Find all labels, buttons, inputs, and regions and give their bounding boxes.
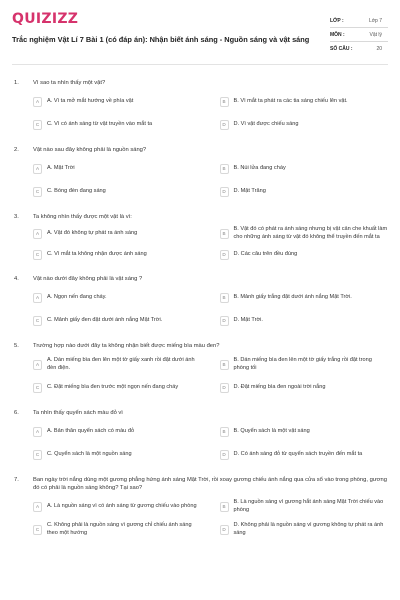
option-a[interactable] <box>33 160 202 177</box>
option-letter-badge: C <box>33 187 42 197</box>
option-letter-badge: B <box>220 360 229 370</box>
question-number: 4. <box>14 276 19 282</box>
option-text: C. Vì mắt ta không nhận được ánh sáng <box>47 250 147 257</box>
meta-class-label: LỚP : <box>330 17 344 24</box>
option-text: D. Mặt Trăng <box>233 187 266 194</box>
question-number: 1. <box>14 80 19 86</box>
option-text: C. Đặt miếng bìa đen trước một ngọn nến đang cháy <box>47 383 179 390</box>
option-a[interactable] <box>33 423 202 440</box>
option-text: B. Dán miếng bìa đen lên một tờ giấy trắng rồi đặt trong phòng tối <box>233 357 372 371</box>
question-6 <box>12 409 388 463</box>
option-text: C. Mảnh giấy đen đặt dưới ánh nắng Mặt Trời. <box>47 316 163 323</box>
quizizz-logo: QUIZIZZ <box>12 11 79 27</box>
option-letter-badge: C <box>33 383 42 393</box>
quiz-meta <box>330 14 388 56</box>
option-letter-badge: A <box>33 164 42 174</box>
option-letter-badge: D <box>220 316 229 326</box>
option-text: A. Bản thân quyển sách có màu đỏ <box>47 427 135 434</box>
option-text: D. Không phải là nguồn sáng vì gương không tự phát ra ánh sáng <box>233 522 384 536</box>
option-b[interactable] <box>220 423 389 440</box>
meta-subject <box>330 28 388 42</box>
option-b[interactable] <box>220 160 389 177</box>
option-text: C. Quyển sách là một nguồn sáng <box>47 450 132 457</box>
option-d[interactable] <box>220 312 389 329</box>
question-5 <box>12 342 388 396</box>
page-header <box>0 0 400 64</box>
option-a[interactable] <box>33 356 202 373</box>
question-number: 7. <box>14 477 19 483</box>
quiz-title: Trắc nghiệm Vật Lí 7 Bài 1 (có đáp án): Nhận biết ánh sáng - Nguồn sáng và vật sáng <box>12 35 310 44</box>
option-letter-badge: D <box>220 383 229 393</box>
option-text: A. Ngọn nến đang cháy. <box>47 293 107 300</box>
option-letter-badge: B <box>220 97 229 107</box>
option-d[interactable] <box>220 183 389 200</box>
header-divider <box>12 64 388 65</box>
option-letter-badge: A <box>33 229 42 239</box>
option-c[interactable] <box>33 379 202 396</box>
option-letter-badge: C <box>33 525 42 535</box>
option-text: A. Dán miếng bìa đen lên một tờ giấy xanh rồi đặt dưới ánh đèn điện. <box>47 357 195 371</box>
question-number: 5. <box>14 343 19 349</box>
option-text: B. Núi lửa đang cháy <box>233 164 286 171</box>
option-letter-badge: D <box>220 120 229 130</box>
option-text: C. Không phải là nguồn sáng vì gương chỉ chiếu ánh sáng theo một hướng <box>47 522 192 536</box>
option-text: D. Có ánh sáng đỏ từ quyển sách truyền đến mắt ta <box>233 450 363 457</box>
option-text: B. Vì mắt ta phát ra các tia sáng chiếu lên vật. <box>233 97 348 104</box>
option-text: B. Quyển sách là một vật sáng <box>233 427 310 434</box>
option-b[interactable] <box>220 289 389 306</box>
option-d[interactable] <box>220 246 389 263</box>
option-letter-badge: A <box>33 502 42 512</box>
option-c[interactable] <box>33 446 202 463</box>
option-letter-badge: D <box>220 187 229 197</box>
option-text: A. Vì ta mở mắt hướng về phía vật <box>47 97 134 104</box>
option-a[interactable] <box>33 225 202 242</box>
option-text: B. Mảnh giấy trắng đặt dưới ánh nắng Mặt Trời. <box>233 293 352 300</box>
option-letter-badge: B <box>220 229 229 239</box>
option-c[interactable] <box>33 521 202 538</box>
option-c[interactable] <box>33 183 202 200</box>
option-b[interactable] <box>220 356 389 373</box>
option-b[interactable] <box>220 225 389 242</box>
meta-count-value: 20 <box>376 46 382 52</box>
question-text: Ta nhìn thấy quyển sách màu đỏ vì <box>33 410 123 416</box>
option-letter-badge: C <box>33 450 42 460</box>
question-text: Ban ngày trời nắng dùng một gương phẳng hứng ánh sáng Mặt Trời, rồi xoay gương chiếu ánh nắng qua cửa sổ vào trong phòng, gương đó có phải là nguồn sáng không? Tại sao? <box>33 477 387 491</box>
option-text: D. Vì vật được chiếu sáng <box>233 120 299 127</box>
option-letter-badge: B <box>220 427 229 437</box>
option-letter-badge: A <box>33 293 42 303</box>
meta-class <box>330 14 388 28</box>
option-letter-badge: B <box>220 502 229 512</box>
question-7 <box>12 476 388 538</box>
option-text: B. Vật đó có phát ra ánh sáng nhưng bị vật cản che khuất làm cho những ánh sáng từ vật đó không thể truyền đến mắt ta <box>233 226 388 240</box>
option-letter-badge: C <box>33 250 42 260</box>
question-text: Vì sao ta nhìn thấy một vật? <box>33 80 106 86</box>
option-text: C. Vì có ánh sáng từ vật truyền vào mắt ta <box>47 120 153 127</box>
option-letter-badge: D <box>220 250 229 260</box>
option-text: A. Mặt Trời <box>47 164 75 171</box>
question-number: 6. <box>14 410 19 416</box>
meta-class-value: Lớp 7 <box>368 17 382 24</box>
option-c[interactable] <box>33 246 202 263</box>
option-a[interactable] <box>33 289 202 306</box>
question-3 <box>12 213 388 263</box>
option-letter-badge: A <box>33 427 42 437</box>
meta-count-label: SỐ CÂU : <box>330 46 353 52</box>
option-b[interactable] <box>220 93 389 110</box>
question-text: Vật nào dưới đây không phải là vật sáng ? <box>33 276 143 282</box>
option-a[interactable] <box>33 93 202 110</box>
meta-count <box>330 42 388 56</box>
option-b[interactable] <box>220 498 389 515</box>
question-1 <box>12 79 388 133</box>
question-number: 2. <box>14 147 19 153</box>
option-letter-badge: B <box>220 293 229 303</box>
option-d[interactable] <box>220 521 389 538</box>
option-c[interactable] <box>33 116 202 133</box>
option-a[interactable] <box>33 498 202 515</box>
option-text: A. Vật đó không tự phát ra ánh sáng <box>47 229 138 236</box>
question-2 <box>12 146 388 200</box>
option-letter-badge: B <box>220 164 229 174</box>
option-d[interactable] <box>220 446 389 463</box>
question-4 <box>12 275 388 329</box>
option-c[interactable] <box>33 312 202 329</box>
meta-subject-value: Vật lý <box>369 31 382 38</box>
question-number: 3. <box>14 214 19 220</box>
option-text: A. Là nguồn sáng vì có ánh sáng từ gương chiếu vào phòng <box>47 502 197 509</box>
question-text: Trường hợp nào dưới đây ta không nhận biết được miếng bìa màu đen? <box>33 343 220 349</box>
meta-subject-label: MÔN : <box>330 31 345 38</box>
option-letter-badge: A <box>33 360 42 370</box>
option-letter-badge: C <box>33 120 42 130</box>
option-letter-badge: D <box>220 525 229 535</box>
option-text: D. Đặt miếng bìa đen ngoài trời nắng <box>233 383 326 390</box>
option-text: C. Bóng đèn đang sáng <box>47 187 106 194</box>
option-letter-badge: D <box>220 450 229 460</box>
option-d[interactable] <box>220 116 389 133</box>
question-list <box>0 79 400 538</box>
option-text: D. Các câu trên đều đúng <box>233 250 298 257</box>
option-text: B. Là nguồn sáng vì gương hắt ánh sáng Mặt Trời chiếu vào phòng <box>233 499 384 513</box>
option-text: D. Mặt Trời. <box>233 316 263 323</box>
question-text: Ta không nhìn thấy được một vật là vì: <box>33 214 132 220</box>
option-letter-badge: C <box>33 316 42 326</box>
option-letter-badge: A <box>33 97 42 107</box>
question-text: Vật nào sau đây không phải là nguồn sáng? <box>33 147 147 153</box>
option-d[interactable] <box>220 379 389 396</box>
